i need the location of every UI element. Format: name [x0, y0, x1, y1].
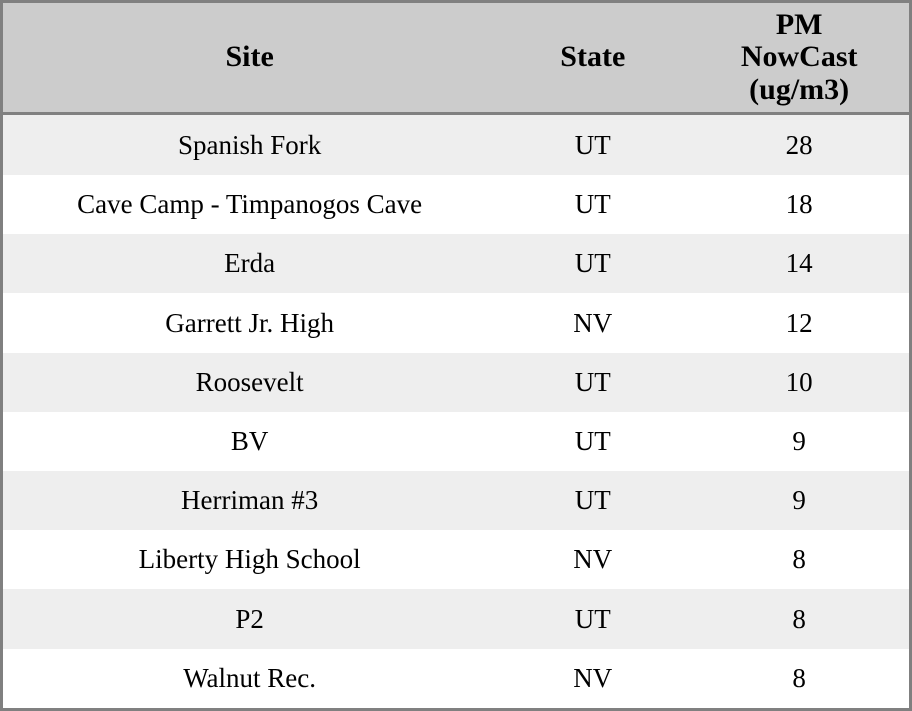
air-quality-table [3, 3, 909, 708]
column-header-site-line-1: Site [225, 40, 274, 74]
cell-site: Walnut Rec. [183, 662, 317, 693]
cell-site: Herriman #3 [181, 485, 319, 516]
column-header-state-line-1: State [560, 40, 626, 74]
column-header-state [496, 3, 689, 114]
table-body [3, 114, 909, 708]
cell-value: 14 [785, 248, 813, 279]
table-row [3, 530, 909, 589]
table-row [3, 412, 909, 471]
table-row [3, 589, 909, 648]
table-header [3, 3, 909, 114]
table-row [3, 649, 909, 708]
cell-site: Erda [224, 248, 276, 279]
cell-value: 9 [792, 485, 806, 516]
cell-value: 18 [785, 189, 813, 220]
cell-site: Garrett Jr. High [165, 307, 334, 338]
cell-site: BV [230, 425, 269, 456]
cell-value: 9 [792, 425, 806, 456]
cell-site: Cave Camp - Timpanogos Cave [77, 189, 423, 220]
cell-value: 10 [785, 366, 813, 397]
cell-value: 8 [792, 544, 806, 575]
cell-site: Roosevelt [195, 366, 304, 397]
cell-state: NV [573, 307, 613, 338]
column-header-site [3, 3, 496, 114]
cell-state: UT [574, 485, 611, 516]
cell-site: Liberty High School [138, 544, 361, 575]
column-header-pm-nowcast-line-1: PM [775, 8, 823, 41]
cell-value: 8 [792, 662, 806, 693]
cell-value: 28 [785, 129, 813, 160]
cell-value: 8 [792, 603, 806, 634]
cell-state: UT [574, 248, 611, 279]
cell-state: UT [574, 603, 611, 634]
cell-value: 12 [785, 307, 813, 338]
table-row [3, 114, 909, 175]
table-row [3, 293, 909, 352]
table-row [3, 175, 909, 234]
cell-state: UT [574, 129, 611, 160]
cell-site: Spanish Fork [177, 129, 322, 160]
table-row [3, 353, 909, 412]
cell-site: P2 [235, 603, 264, 634]
table-row [3, 234, 909, 293]
cell-state: UT [574, 366, 611, 397]
column-header-pm-nowcast [689, 3, 909, 114]
cell-state: NV [573, 662, 613, 693]
column-header-pm-nowcast-line-3: (ug/m3) [749, 72, 850, 106]
table-row [3, 471, 909, 530]
cell-state: UT [574, 189, 611, 220]
cell-state: NV [573, 544, 613, 575]
table-header-row [3, 3, 909, 114]
cell-state: UT [574, 425, 611, 456]
column-header-pm-nowcast-line-2: NowCast [740, 40, 858, 74]
